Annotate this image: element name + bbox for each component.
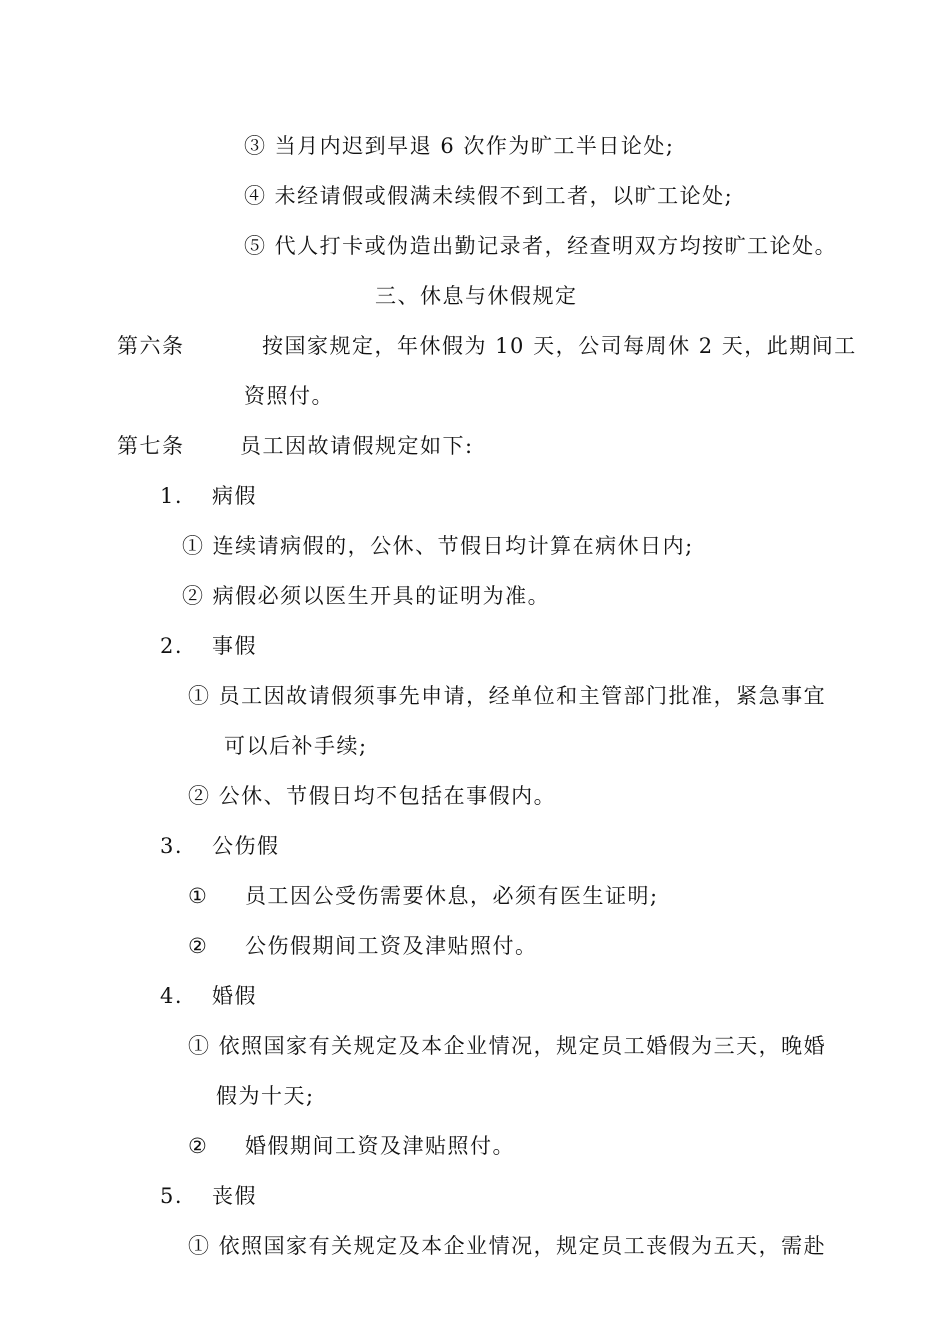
sick-leave-item-2: ② 病假必须以医生开具的证明为准。	[182, 584, 551, 608]
sick-leave-item-1: ① 连续请病假的，公休、节假日均计算在病休日内;	[182, 534, 694, 558]
work-injury-leave-heading: 公伤假	[212, 834, 280, 858]
work-injury-item-1-text: 员工因公受伤需要休息，必须有医生证明;	[245, 884, 659, 908]
work-injury-item-2-marker: ②	[188, 934, 209, 958]
article-6-text-continued: 资照付。	[244, 384, 334, 408]
article-7-label: 第七条	[117, 434, 185, 458]
list-number-5: 5.	[160, 1184, 184, 1208]
bereavement-leave-heading: 丧假	[212, 1184, 257, 1208]
list-number-2: 2.	[160, 634, 184, 658]
sick-leave-heading: 病假	[212, 484, 257, 508]
personal-leave-item-1: ① 员工因故请假须事先申请，经单位和主管部门批准，紧急事宜	[188, 684, 827, 708]
item-4-unapproved-leave: ④ 未经请假或假满未续假不到工者，以旷工论处;	[244, 184, 734, 208]
bereavement-leave-item-1: ① 依照国家有关规定及本企业情况，规定员工丧假为五天，需赴	[188, 1234, 827, 1258]
article-6-label: 第六条	[117, 334, 185, 358]
personal-leave-item-2: ② 公休、节假日均不包括在事假内。	[188, 784, 557, 808]
work-injury-item-2-text: 公伤假期间工资及津贴照付。	[245, 934, 538, 958]
list-number-3: 3.	[160, 834, 184, 858]
list-number-4: 4.	[160, 984, 184, 1008]
marriage-leave-item-1: ① 依照国家有关规定及本企业情况，规定员工婚假为三天，晚婚	[188, 1034, 827, 1058]
marriage-leave-item-2-marker: ②	[188, 1134, 209, 1158]
marriage-leave-heading: 婚假	[212, 984, 257, 1008]
marriage-leave-item-2-text: 婚假期间工资及津贴照付。	[245, 1134, 515, 1158]
section-heading: 三、休息与休假规定	[375, 284, 578, 308]
marriage-leave-item-1-continued: 假为十天;	[216, 1084, 315, 1108]
article-7-text: 员工因故请假规定如下:	[240, 434, 474, 458]
work-injury-item-1-marker: ①	[188, 884, 209, 908]
list-number-1: 1.	[160, 484, 184, 508]
item-5-proxy-clock-in: ⑤ 代人打卡或伪造出勤记录者，经查明双方均按旷工论处。	[244, 234, 838, 258]
personal-leave-item-1-continued: 可以后补手续;	[224, 734, 368, 758]
personal-leave-heading: 事假	[212, 634, 257, 658]
article-6-text: 按国家规定，年休假为 10 天，公司每周休 2 天，此期间工	[262, 334, 857, 358]
item-3-late-early: ③ 当月内迟到早退 6 次作为旷工半日论处;	[244, 134, 675, 158]
